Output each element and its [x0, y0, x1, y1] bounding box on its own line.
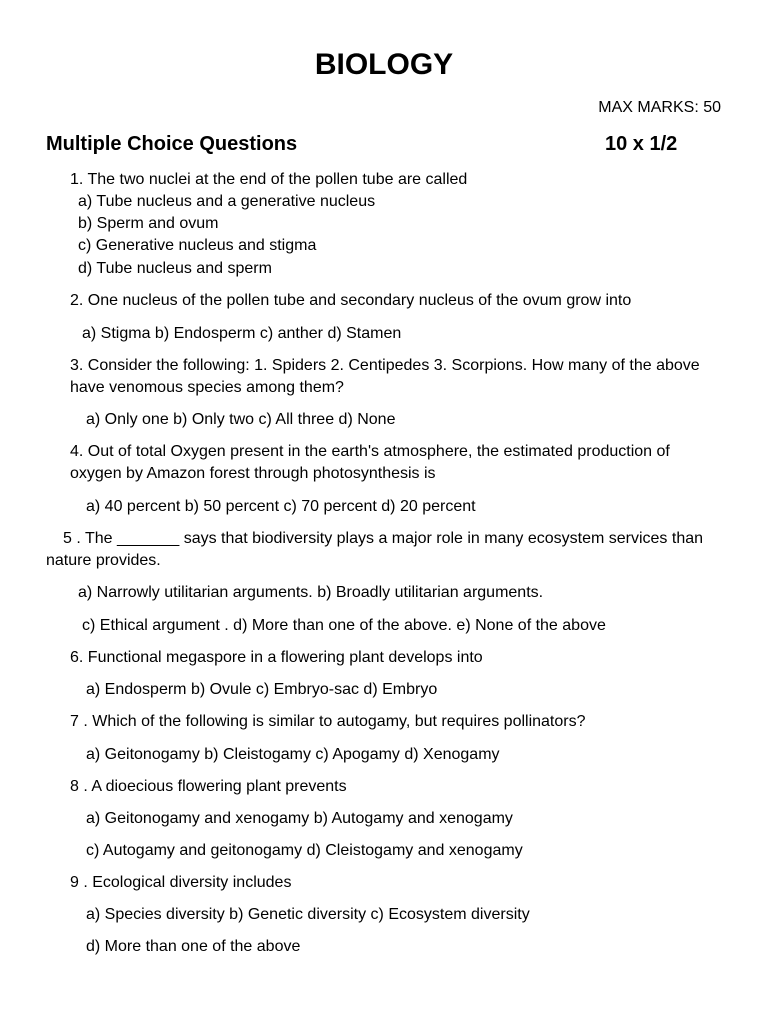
option-line: a) Tube nucleus and a generative nucleus — [78, 193, 376, 210]
option-line: a) Geitonogamy b) Cleistogamy c) Apogamy d) Xenogamy — [86, 746, 500, 763]
page-title: BIOLOGY — [314, 48, 454, 81]
question-text: 6. Functional megaspore in a flowering plant develops into — [70, 649, 483, 666]
question-text: 3. Consider the following: 1. Spiders 2. Centipedes 3. Scorpions. How many of the above — [70, 357, 700, 374]
option-line: c) Generative nucleus and stigma — [78, 237, 317, 254]
section-title: Multiple Choice Questions — [46, 133, 298, 155]
option-line: b) Sperm and ovum — [78, 215, 219, 232]
question-text: 2. One nucleus of the pollen tube and secondary nucleus of the ovum grow into — [70, 292, 632, 309]
question-text: oxygen by Amazon forest through photosynthesis is — [70, 465, 436, 482]
option-line: a) Narrowly utilitarian arguments. b) Broadly utilitarian arguments. — [78, 584, 544, 601]
option-line: a) Species diversity b) Genetic diversity c) Ecosystem diversity — [86, 906, 530, 923]
question-text: 5 . The _______ says that biodiversity plays a major role in many ecosystem services than — [63, 530, 704, 547]
question-text: have venomous species among them? — [70, 379, 344, 396]
option-line: c) Autogamy and geitonogamy d) Cleistogamy and xenogamy — [86, 842, 523, 859]
option-line: a) Endosperm b) Ovule c) Embryo-sac d) Embryo — [86, 681, 438, 698]
question-text: 9 . Ecological diversity includes — [70, 874, 292, 891]
option-line: a) Stigma b) Endosperm c) anther d) Stamen — [82, 325, 402, 342]
option-line: a) 40 percent b) 50 percent c) 70 percent d) 20 percent — [86, 498, 476, 515]
option-line: d) More than one of the above — [86, 938, 301, 955]
max-marks: MAX MARKS: 50 — [598, 99, 721, 116]
question-text: 1. The two nuclei at the end of the pollen tube are called — [70, 171, 468, 188]
option-line: a) Geitonogamy and xenogamy b) Autogamy and xenogamy — [86, 810, 513, 827]
question-text: 7 . Which of the following is similar to autogamy, but requires pollinators? — [70, 713, 586, 730]
section-marks: 10 x 1/2 — [605, 133, 678, 155]
question-text: nature provides. — [46, 552, 161, 569]
option-line: a) Only one b) Only two c) All three d) None — [86, 411, 396, 428]
question-text: 8 . A dioecious flowering plant prevents — [70, 778, 347, 795]
question-text: 4. Out of total Oxygen present in the earth's atmosphere, the estimated production of — [70, 443, 670, 460]
option-line: c) Ethical argument . d) More than one of the above. e) None of the above — [82, 617, 606, 634]
option-line: d) Tube nucleus and sperm — [78, 260, 272, 277]
